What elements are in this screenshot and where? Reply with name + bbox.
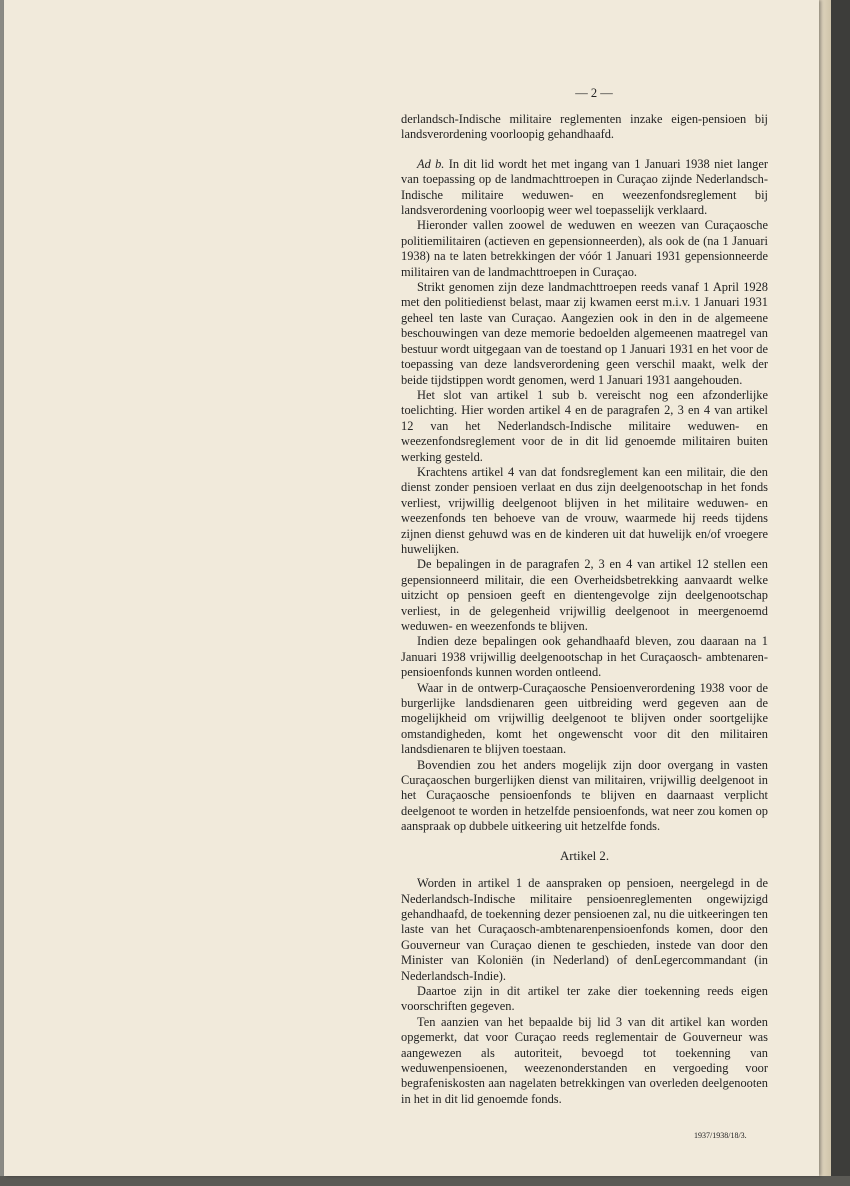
page-number: — 2 — (575, 86, 613, 100)
paragraph-text: In dit lid wordt het met ingang van 1 Januari 1938 niet langer van toepassing op de landmachttroepen in Curaçao zijnde Nederlandsch-Indische militaire weduwen- en weezenfondsreglement bij landsverordening voorloopig weer wel toepasselijk verklaard. (401, 156, 768, 218)
background-strip (831, 0, 850, 1186)
paragraph: Het slot van artikel 1 sub b. vereischt nog een afzonderlijke toelichting. Hier worden artikel 4 en de paragrafen 2, 3 en 4 van artikel 12 van het Nederlandsch-Indische militaire weduwen- en weezenfondsreglement voor de in dit lid genoemde militairen buiten werking gesteld. (401, 387, 768, 464)
background-bottom (0, 1176, 850, 1186)
text-column (401, 112, 768, 1107)
article-heading: Artikel 2. (559, 848, 610, 863)
paragraph: derlandsch-Indische militaire reglementen inzake eigen-pensioen bij landsverordening voorloopig gehandhaafd. (401, 112, 768, 142)
paragraph: Worden in artikel 1 de aanspraken op pensioen, neergelegd in de Nederlandsch-Indische militaire pensioenreglementen ongewijzigd gehandhaafd, de toekenning dezer pensioenen zal, nu die uitkeeringen ten laste van het Curaçaosch-ambtenarenpensioenfonds komen, door den Gouverneur van Curaçao dienen te geschieden, instede van door den Minister van Koloniën (in Nederland) of denLegercommandant (in Nederlandsch-Indie). (401, 876, 768, 983)
paragraph: Bovendien zou het anders mogelijk zijn door overgang in vasten Curaçaoschen burgerlijken dienst van militairen, vrijwillig deelgenoot in het Curaçaosche pensioenfonds te blijven en daarnaast verplicht deelgenoot te worden in hetzelfde pensioenfonds, wat neer zou komen op aanspraak op dubbele uitkeering uit hetzelfde fonds. (401, 757, 768, 834)
ad-b-label: Ad b. (417, 156, 445, 171)
paragraph: Hieronder vallen zoowel de weduwen en weezen van Curaçaosche politiemilitairen (actieven en gepensionneerden), als ook de (na 1 Januari 1938) na te laten betrekkingen der vóór 1 Januari 1931 gepensionneerde militairen van de landmachttroepen in Curaçao. (401, 218, 768, 279)
paragraph: Waar in de ontwerp-Curaçaosche Pensioenverordening 1938 voor de burgerlijke landsdienaren geen uitbreiding werd gegeven aan de mogelijkheid om vrijwillig deelgenoot te blijven onder soortgelijke omstandigheden, komt het ongewenscht voor dit den militairen landsdienaren te blijven toestaan. (401, 680, 768, 757)
paragraph: Ten aanzien van het bepaalde bij lid 3 van dit artikel kan worden opgemerkt, dat voor Curaçao reeds reglementair de Gouverneur was aangewezen als autoriteit, bevoegd tot toekenning van weduwenpensioenen, weezenonderstanden en vergoeding voor begrafeniskosten aan nagelaten betrekkingen van overleden deelgenooten in het in dit lid genoemde fonds. (401, 1014, 768, 1106)
paragraph-ad-b (401, 157, 768, 219)
paragraph: Krachtens artikel 4 van dat fondsreglement kan een militair, die den dienst zonder pensioen verlaat en dus zijn deelgenootschap in het fonds verliest, vrijwillig deelgenoot blijven in het militaire weduwen- en weezenfonds ten behoeve van de vrouw, waarmede hij reeds tijdens zijnen dienst gehuwd was en de kinderen uit dat huwelijk en/of vroegere huwelijken. (401, 464, 768, 556)
paragraph: Strikt genomen zijn deze landmachttroepen reeds vanaf 1 April 1928 met den politiedienst belast, maar zij kwamen eerst m.i.v. 1 Januari 1931 geheel ten laste van Curaçao. Aangezien ook in den in de algemeene beschouwingen van deze memorie bedoelden algemeenen maatregel van bestuur wordt uitgegaan van de toestand op 1 Januari 1931 en het voor de toepassing van deze landsverordening geen verschil maakt, welk der beide tijdstippen wordt genomen, werd 1 Januari 1931 aangehouden. (401, 280, 768, 387)
footer-code: 1937/1938/18/3. (694, 1131, 747, 1140)
document-page (4, 0, 819, 1176)
paragraph: Indien deze bepalingen ook gehandhaafd bleven, zou daaraan na 1 Januari 1938 vrijwillig deelgenootschap in het Curaçaosch- ambtenaren-pensioenfonds kunnen worden ontleend. (401, 634, 768, 680)
page-edge (819, 0, 831, 1176)
paragraph: Daartoe zijn in dit artikel ter zake dier toekenning reeds eigen voorschriften gegeven. (401, 983, 768, 1014)
paragraph: De bepalingen in de paragrafen 2, 3 en 4 van artikel 12 stellen een gepensionneerd militair, die een Overheidsbetrekking aanvaardt welke uitzicht op pensioen geeft en dientengevolge zijn deelgenootschap verliest, in de gelegenheid vrijwillig deelgenoot in meergenoemd weduwen- en weezenfonds te blijven. (401, 557, 768, 633)
